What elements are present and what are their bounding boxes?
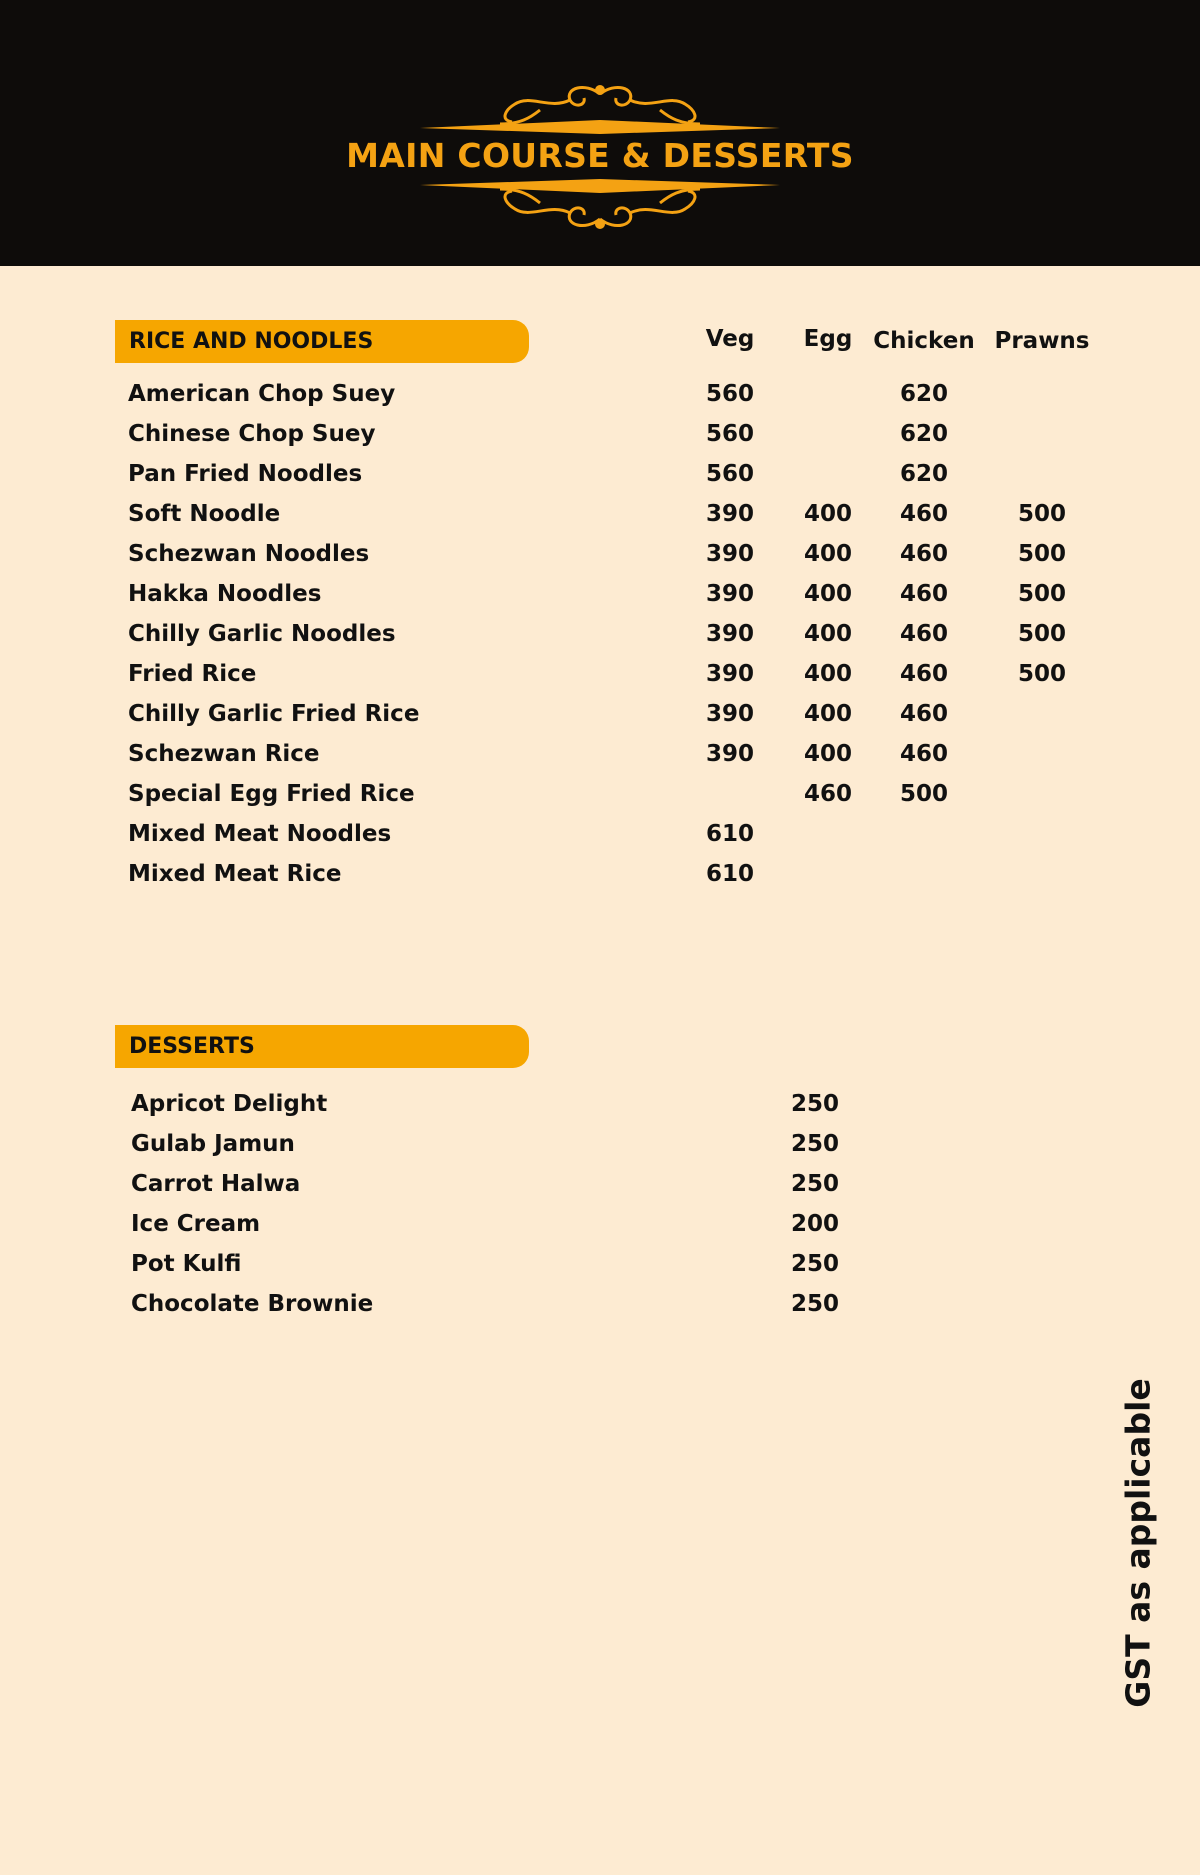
price-chicken: 460	[899, 581, 948, 607]
price-veg: 560	[705, 421, 754, 447]
gst-note: GST as applicable	[1118, 1378, 1158, 1708]
item-name: Soft Noodle	[128, 501, 281, 527]
price-chicken: 460	[899, 541, 948, 567]
menu-row	[0, 421, 1200, 461]
menu-row	[0, 381, 1200, 421]
column-header-veg: Veg	[705, 326, 755, 352]
menu-row	[0, 821, 1200, 861]
price-prawns: 500	[1017, 581, 1066, 607]
dessert-price: 250	[790, 1291, 839, 1317]
price-egg: 400	[803, 581, 852, 607]
ornament-top-icon	[420, 80, 780, 135]
price-veg: 390	[705, 501, 754, 527]
ornament-bottom-icon	[420, 178, 780, 233]
menu-row	[0, 541, 1200, 581]
section-heading-label: DESSERTS	[129, 1034, 255, 1059]
dessert-name: Apricot Delight	[131, 1091, 328, 1117]
dessert-row	[0, 1091, 1200, 1131]
menu-row	[0, 661, 1200, 701]
price-prawns: 500	[1017, 501, 1066, 527]
dessert-price: 250	[790, 1091, 839, 1117]
price-prawns: 500	[1017, 621, 1066, 647]
item-name: Schezwan Noodles	[128, 541, 370, 567]
item-name: Pan Fried Noodles	[128, 461, 363, 487]
price-veg: 390	[705, 581, 754, 607]
price-prawns: 500	[1017, 661, 1066, 687]
menu-row	[0, 861, 1200, 901]
item-name: American Chop Suey	[128, 381, 396, 407]
item-name: Chinese Chop Suey	[128, 421, 376, 447]
price-veg: 560	[705, 381, 754, 407]
dessert-price: 200	[790, 1211, 839, 1237]
price-egg: 400	[803, 741, 852, 767]
header-band	[0, 0, 1200, 266]
price-chicken: 460	[899, 701, 948, 727]
dessert-price: 250	[790, 1171, 839, 1197]
item-name: Fried Rice	[128, 661, 257, 687]
dessert-row	[0, 1131, 1200, 1171]
price-veg: 560	[705, 461, 754, 487]
dessert-row	[0, 1211, 1200, 1251]
section-heading-desserts	[115, 1025, 529, 1068]
dessert-name: Carrot Halwa	[131, 1171, 301, 1197]
item-name: Mixed Meat Rice	[128, 861, 342, 887]
price-chicken: 620	[899, 381, 948, 407]
price-veg: 610	[705, 861, 754, 887]
dessert-row	[0, 1291, 1200, 1331]
item-name: Chilly Garlic Fried Rice	[128, 701, 420, 727]
price-veg: 390	[705, 741, 754, 767]
price-egg: 400	[803, 541, 852, 567]
price-chicken: 460	[899, 501, 948, 527]
price-veg: 390	[705, 661, 754, 687]
price-veg: 390	[705, 541, 754, 567]
column-header-prawns: Prawns	[994, 328, 1090, 354]
dessert-row	[0, 1171, 1200, 1211]
column-header-chicken: Chicken	[873, 328, 975, 354]
item-name: Hakka Noodles	[128, 581, 322, 607]
price-veg: 610	[705, 821, 754, 847]
menu-row	[0, 581, 1200, 621]
price-egg: 460	[803, 781, 852, 807]
page-title: MAIN COURSE & DESSERTS	[346, 136, 854, 175]
dessert-name: Chocolate Brownie	[131, 1291, 374, 1317]
price-veg: 390	[705, 621, 754, 647]
section-heading-label: RICE AND NOODLES	[129, 329, 374, 354]
item-name: Special Egg Fried Rice	[128, 781, 415, 807]
price-veg: 390	[705, 701, 754, 727]
menu-row	[0, 461, 1200, 501]
item-name: Mixed Meat Noodles	[128, 821, 392, 847]
menu-row	[0, 701, 1200, 741]
column-header-egg: Egg	[803, 326, 853, 352]
item-name: Chilly Garlic Noodles	[128, 621, 396, 647]
price-chicken: 460	[899, 621, 948, 647]
dessert-price: 250	[790, 1251, 839, 1277]
menu-row	[0, 781, 1200, 821]
price-chicken: 460	[899, 661, 948, 687]
menu-row	[0, 741, 1200, 781]
price-prawns: 500	[1017, 541, 1066, 567]
price-chicken: 500	[899, 781, 948, 807]
dessert-name: Ice Cream	[131, 1211, 261, 1237]
dessert-name: Gulab Jamun	[131, 1131, 295, 1157]
price-egg: 400	[803, 701, 852, 727]
item-name: Schezwan Rice	[128, 741, 320, 767]
menu-row	[0, 501, 1200, 541]
price-egg: 400	[803, 621, 852, 647]
price-chicken: 620	[899, 461, 948, 487]
price-egg: 400	[803, 501, 852, 527]
price-chicken: 620	[899, 421, 948, 447]
section-heading-rice-noodles	[115, 320, 529, 363]
dessert-price: 250	[790, 1131, 839, 1157]
dessert-row	[0, 1251, 1200, 1291]
price-chicken: 460	[899, 741, 948, 767]
price-egg: 400	[803, 661, 852, 687]
dessert-name: Pot Kulfi	[131, 1251, 242, 1277]
menu-row	[0, 621, 1200, 661]
